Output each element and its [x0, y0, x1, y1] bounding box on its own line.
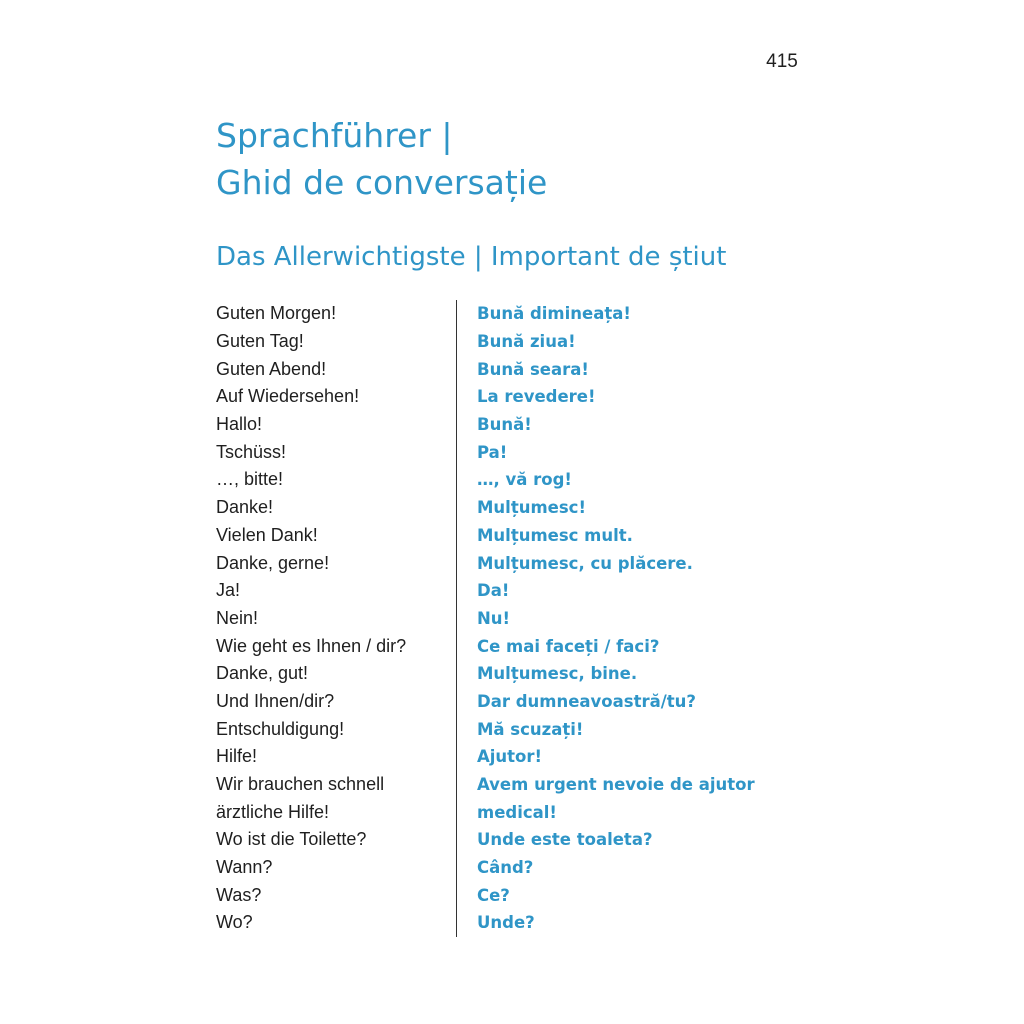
romanian-phrase: Mă scuzați! [477, 719, 584, 739]
phrase-row [216, 383, 776, 411]
romanian-phrase: Unde? [477, 913, 535, 933]
german-phrase: Auf Wiedersehen! [216, 386, 360, 407]
german-phrase: Guten Tag! [216, 331, 304, 352]
german-phrase: …, bitte! [216, 469, 284, 490]
phrase-row [216, 438, 776, 466]
german-phrase: Wie geht es Ihnen / dir? [216, 635, 407, 656]
romanian-phrase: Ajutor! [477, 747, 543, 767]
phrase-row [216, 798, 776, 826]
phrase-row [216, 743, 776, 771]
german-phrase: Hilfe! [216, 746, 258, 767]
german-phrase: Wo ist die Toilette? [216, 829, 367, 850]
german-phrase: Guten Morgen! [216, 303, 337, 324]
romanian-phrase: …, vă rog! [477, 470, 572, 490]
page-title-line-1: Sprachführer | [216, 116, 453, 155]
phrase-row [216, 549, 776, 577]
german-phrase: Ja! [216, 580, 241, 601]
phrase-row [216, 826, 776, 854]
phrase-row [216, 632, 776, 660]
phrase-row [216, 355, 776, 383]
german-phrase: Und Ihnen/dir? [216, 690, 335, 711]
german-phrase: ärztliche Hilfe! [216, 801, 330, 822]
romanian-phrase: Bună! [477, 415, 532, 435]
phrase-row [216, 688, 776, 716]
romanian-phrase: Ce mai faceți / faci? [477, 636, 660, 656]
german-phrase: Vielen Dank! [216, 524, 318, 545]
phrase-row [216, 715, 776, 743]
romanian-phrase: Mulțumesc mult. [477, 525, 633, 545]
romanian-phrase: Bună ziua! [477, 332, 576, 352]
romanian-phrase: Bună seara! [477, 359, 589, 379]
romanian-phrase: Când? [477, 858, 534, 878]
romanian-phrase: Bună dimineața! [477, 304, 631, 324]
phrase-row [216, 328, 776, 356]
romanian-phrase: Da! [477, 581, 510, 601]
page-number: 415 [766, 51, 798, 72]
romanian-phrase: La revedere! [477, 387, 596, 407]
phrase-row [216, 854, 776, 882]
german-phrase: Guten Abend! [216, 358, 327, 379]
page-title [216, 112, 547, 206]
phrase-row [216, 881, 776, 909]
page-title-line-2: Ghid de conversație [216, 163, 548, 202]
romanian-phrase: medical! [477, 802, 557, 822]
phrase-row [216, 522, 776, 550]
german-phrase: Wir brauchen schnell [216, 774, 385, 795]
romanian-phrase: Mulțumesc, bine. [477, 664, 638, 684]
german-phrase: Wann? [216, 857, 273, 878]
phrase-table [216, 300, 776, 937]
section-title: Das Allerwichtigste | Important de știut [216, 242, 727, 272]
german-phrase: Danke, gut! [216, 663, 309, 684]
romanian-phrase: Mulțumesc! [477, 498, 586, 518]
german-phrase: Danke, gerne! [216, 552, 330, 573]
german-phrase: Danke! [216, 497, 274, 518]
phrase-row [216, 605, 776, 633]
romanian-phrase: Pa! [477, 442, 508, 462]
german-phrase: Nein! [216, 607, 259, 628]
german-phrase: Wo? [216, 912, 253, 933]
phrase-row [216, 411, 776, 439]
phrase-row [216, 909, 776, 937]
romanian-phrase: Unde este toaleta? [477, 830, 653, 850]
column-divider [456, 300, 457, 937]
phrase-row [216, 494, 776, 522]
romanian-phrase: Mulțumesc, cu plăcere. [477, 553, 693, 573]
german-phrase: Was? [216, 884, 262, 905]
german-phrase: Tschüss! [216, 441, 287, 462]
romanian-phrase: Dar dumneavoastră/tu? [477, 691, 696, 711]
german-phrase: Entschuldigung! [216, 718, 345, 739]
phrase-row [216, 577, 776, 605]
romanian-phrase: Ce? [477, 885, 510, 905]
german-phrase: Hallo! [216, 414, 263, 435]
phrase-row [216, 660, 776, 688]
romanian-phrase: Nu! [477, 608, 511, 628]
phrase-row [216, 300, 776, 328]
phrase-row [216, 466, 776, 494]
romanian-phrase: Avem urgent nevoie de ajutor [477, 775, 755, 795]
phrase-rows [216, 300, 776, 937]
phrase-row [216, 771, 776, 799]
